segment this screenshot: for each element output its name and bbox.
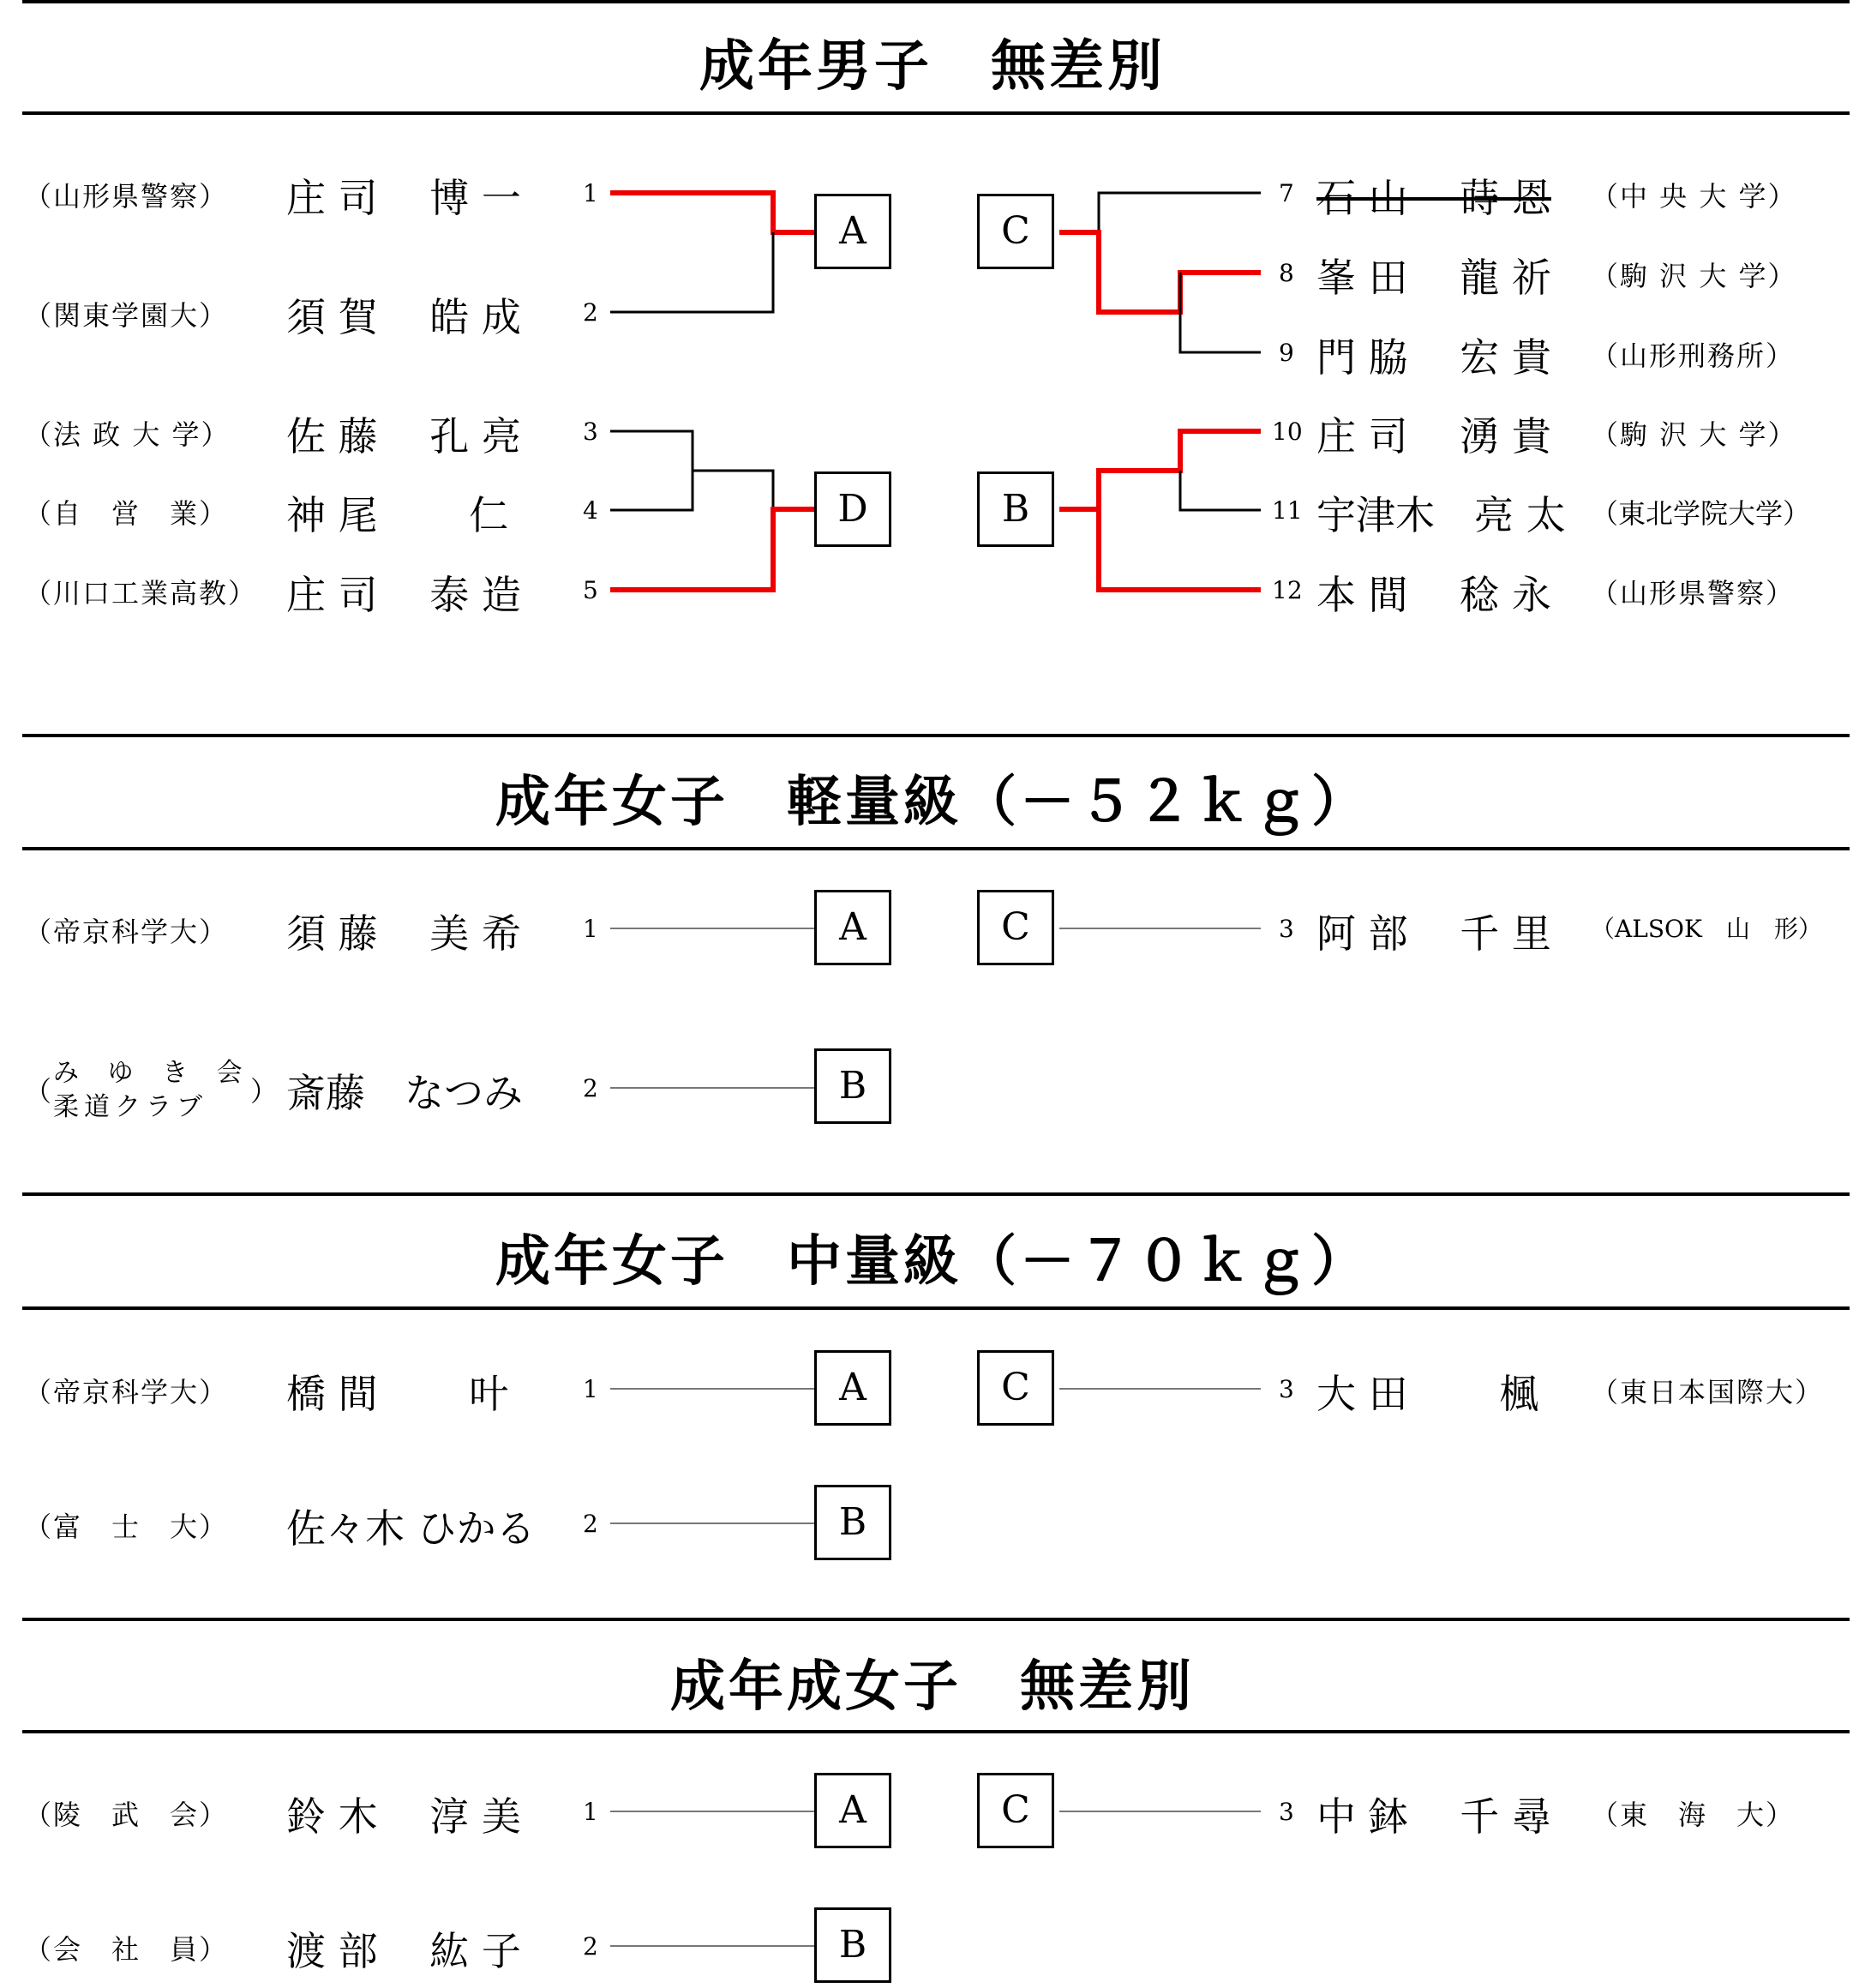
affiliation: （ALSOK 山 形） bbox=[1591, 915, 1822, 943]
seed-number: 10 bbox=[1272, 417, 1303, 446]
bracket-line bbox=[1099, 193, 1261, 232]
athlete-name: 石 山 蒔 恩 bbox=[1316, 175, 1551, 221]
bracket-line bbox=[1099, 509, 1261, 590]
seed-number: 5 bbox=[583, 576, 598, 604]
pool-box-a: A bbox=[814, 1350, 891, 1426]
affiliation-close: ） bbox=[250, 1075, 280, 1108]
pool-box-c: C bbox=[977, 1773, 1054, 1848]
bracket-line bbox=[1059, 431, 1261, 509]
athlete-name: 中 鉢 千 尋 bbox=[1316, 1793, 1551, 1840]
affiliation: （自 営 業） bbox=[24, 497, 229, 530]
seed-number: 3 bbox=[583, 417, 598, 446]
affiliation: （山形県警察） bbox=[1591, 577, 1796, 610]
section-title: 成年成女子 無差別 bbox=[670, 1655, 1195, 1719]
athlete-name: 阿 部 千 里 bbox=[1316, 910, 1551, 957]
athlete-name: 本 間 稔 永 bbox=[1316, 572, 1551, 618]
seed-number: 1 bbox=[583, 915, 598, 943]
affiliation: （東日本国際大） bbox=[1591, 1376, 1825, 1408]
athlete-name: 宇津木 亮 太 bbox=[1316, 492, 1566, 538]
athlete-name: 庄 司 博 一 bbox=[286, 175, 521, 221]
section-title: 成年男子 無差別 bbox=[699, 34, 1166, 99]
athlete-name: 佐 藤 孔 亮 bbox=[286, 413, 521, 459]
seed-number: 1 bbox=[583, 179, 598, 207]
athlete-name: 庄 司 湧 貴 bbox=[1316, 413, 1551, 459]
seed-number: 2 bbox=[583, 1932, 598, 1961]
affiliation: （山形刑務所） bbox=[1591, 339, 1796, 372]
pool-box-d: D bbox=[814, 471, 891, 547]
affiliation: （中 央 大 学） bbox=[1591, 180, 1797, 213]
affiliation: （東 海 大） bbox=[1591, 1799, 1796, 1831]
athlete-name: 大 田 楓 bbox=[1316, 1371, 1539, 1417]
seed-number: 3 bbox=[1279, 915, 1294, 943]
bracket-line bbox=[1059, 232, 1261, 312]
bracket-line bbox=[610, 193, 814, 232]
seed-number: 1 bbox=[583, 1798, 598, 1826]
affiliation: （山形県警察） bbox=[24, 180, 229, 213]
athlete-name: 須 賀 皓 成 bbox=[286, 294, 521, 340]
pool-box-b: B bbox=[814, 1485, 891, 1560]
athlete-name: 門 脇 宏 貴 bbox=[1316, 334, 1551, 381]
bracket-line bbox=[610, 509, 814, 590]
seed-number: 1 bbox=[583, 1375, 598, 1403]
affiliation: （関東学園大） bbox=[24, 299, 229, 332]
affiliation-line1: み ゆ き 会 bbox=[53, 1058, 253, 1088]
affiliation: （駒 沢 大 学） bbox=[1591, 418, 1797, 451]
athlete-name: 斎藤 なつみ bbox=[286, 1070, 523, 1116]
athlete-name: 橋 間 叶 bbox=[286, 1371, 509, 1417]
bracket-line bbox=[610, 232, 773, 312]
pool-box-a: A bbox=[814, 1773, 891, 1848]
athlete-name: 須 藤 美 希 bbox=[286, 910, 521, 957]
athlete-name: 渡 部 紘 子 bbox=[286, 1928, 521, 1974]
bracket-line bbox=[1180, 273, 1261, 352]
pool-box-b: B bbox=[814, 1048, 891, 1124]
affiliation: （陵 武 会） bbox=[24, 1799, 229, 1831]
affiliation-open: （ bbox=[24, 1075, 54, 1108]
seed-number: 2 bbox=[583, 298, 598, 327]
athlete-name: 佐々木 ひかる bbox=[286, 1505, 536, 1552]
seed-number: 12 bbox=[1272, 576, 1303, 604]
section-title: 成年女子 中量級（－７０ｋｇ） bbox=[495, 1229, 1370, 1294]
affiliation: （東北学院大学） bbox=[1591, 497, 1811, 530]
pool-box-c: C bbox=[977, 890, 1054, 965]
affiliation: （富 士 大） bbox=[24, 1511, 229, 1543]
affiliation: （帝京科学大） bbox=[24, 1376, 229, 1408]
athlete-name: 鈴 木 淳 美 bbox=[286, 1793, 521, 1840]
affiliation-line2: 柔道クラブ bbox=[53, 1092, 207, 1122]
seed-number: 8 bbox=[1279, 259, 1294, 287]
affiliation: （法 政 大 学） bbox=[24, 418, 231, 451]
seed-number: 2 bbox=[583, 1074, 598, 1102]
seed-number: 4 bbox=[583, 496, 598, 525]
bracket-line bbox=[1180, 471, 1261, 510]
athlete-name: 庄 司 泰 造 bbox=[286, 572, 521, 618]
athlete-name: 神 尾 仁 bbox=[286, 492, 509, 538]
seed-number: 3 bbox=[1279, 1375, 1294, 1403]
affiliation: （帝京科学大） bbox=[24, 916, 229, 948]
affiliation: （会 社 員） bbox=[24, 1933, 229, 1966]
pool-box-a: A bbox=[814, 194, 891, 269]
pool-box-b: B bbox=[814, 1907, 891, 1983]
seed-number: 7 bbox=[1279, 179, 1294, 207]
pool-box-b: B bbox=[977, 471, 1054, 547]
seed-number: 11 bbox=[1272, 496, 1303, 525]
athlete-name: 峯 田 龍 祈 bbox=[1316, 255, 1551, 301]
seed-number: 3 bbox=[1279, 1798, 1294, 1826]
seed-number: 9 bbox=[1279, 339, 1294, 367]
pool-box-c: C bbox=[977, 1350, 1054, 1426]
bracket-line bbox=[610, 431, 693, 510]
affiliation: （川口工業高教） bbox=[24, 577, 258, 610]
section-title: 成年女子 軽量級（－５２ｋｇ） bbox=[495, 770, 1370, 834]
pool-box-c: C bbox=[977, 194, 1054, 269]
affiliation: （駒 沢 大 学） bbox=[1591, 260, 1797, 292]
seed-number: 2 bbox=[583, 1510, 598, 1538]
pool-box-a: A bbox=[814, 890, 891, 965]
